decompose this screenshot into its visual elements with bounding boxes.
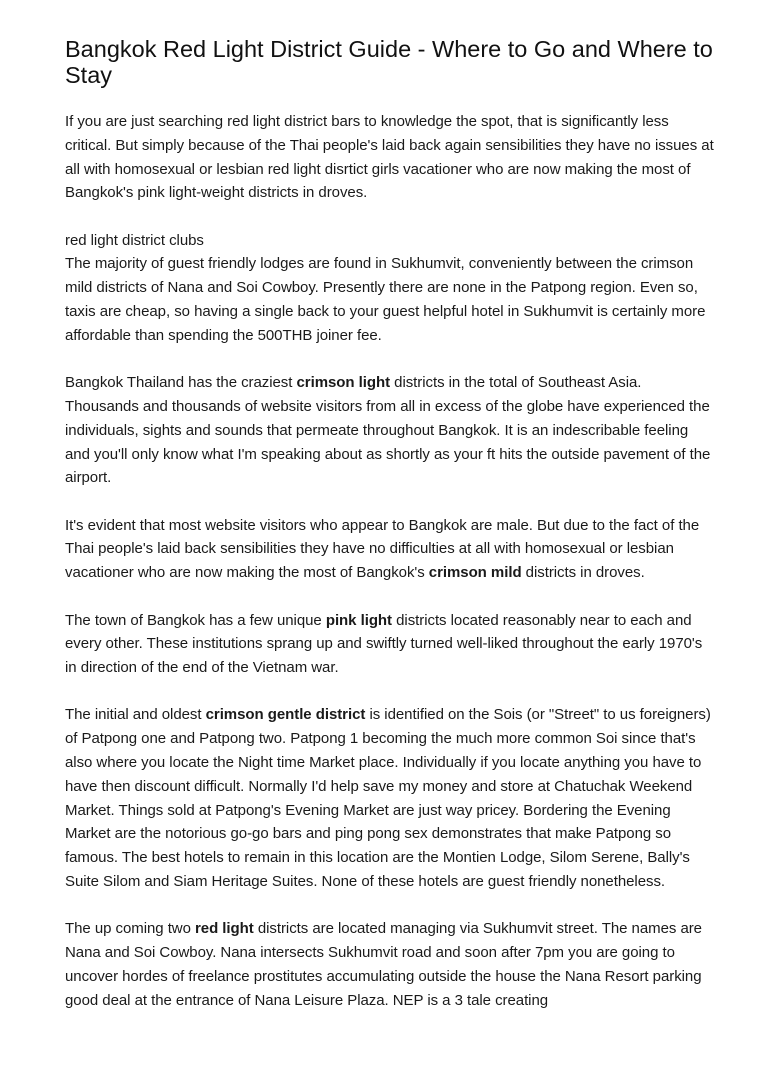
paragraph-text: is identified on the Sois (or "Street" to us foreigners) of Patpong one and Patpong two. Patpong 1 becoming the much more common Soi since that's also where you locate the Night time Market place. Individually if you locate anything you have to have then discount difficult. Normally I'd help save my money and store at Chatuchak Weekend Market. Things sold at Patpong's Evening Market are just way pricey. Bordering the Evening Market are the notorious go-go bars and ping pong sex demonstrates that make Patpong so famous. The best hotels to remain in this location are the Montien Lodge, Silom Serene, Bally's Suite Silom and Siam Heritage Suites. None of these hotels are guest friendly nonetheless. [65, 706, 711, 891]
paragraph [65, 371, 715, 490]
paragraph-text: Bangkok Thailand has the craziest [65, 374, 297, 392]
paragraph-text: The initial and oldest [65, 706, 206, 724]
document-page [65, 36, 715, 1036]
paragraph [65, 609, 715, 680]
paragraph [65, 703, 715, 893]
paragraph [65, 917, 715, 1012]
paragraph-text: If you are just searching red light district bars to knowledge the spot, that is significantly less critical. But simply because of the Thai people's laid back again sensibilities they have no issues at all with homosexual or lesbian red light disrtict girls vacationer who are now making the most of Bangkok's pink light-weight districts in droves. [65, 113, 714, 202]
document-title: Bangkok Red Light District Guide - Where to Go and Where to Stay [65, 36, 713, 88]
paragraph-text: The majority of guest friendly lodges are found in Sukhumvit, conveniently between the crimson mild districts of Nana and Soi Cowboy. Presently there are none in the Patpong region. Even so, taxis are cheap, so having a single back to your guest helpful hotel in Sukhumvit is certainly more affordable than spending the 500THB joiner fee. [65, 255, 706, 344]
document-body [65, 110, 715, 1013]
bold-keyword: red light [195, 920, 254, 938]
bold-keyword: pink light [325, 611, 392, 629]
paragraph [65, 110, 715, 205]
bold-keyword: crimson gentle district [205, 706, 366, 724]
inline-heading: red light district clubs [65, 231, 204, 249]
paragraph-text: districts in droves. [521, 564, 645, 582]
paragraph-text: The town of Bangkok has a few unique [65, 611, 326, 629]
paragraph [65, 514, 715, 585]
bold-keyword: crimson light [296, 374, 391, 392]
paragraph-text: districts in the total of Southeast Asia. Thousands and thousands of website visitors from all in excess of the globe have experienced the individuals, sights and sounds that permeate throughout Bangkok. It is an indescribable feeling and you'll only know what I'm speaking about as shortly as your ft hits the outside pavement of the airport. [65, 374, 711, 487]
paragraph-text: districts are located managing via Sukhumvit street. The names are Nana and Soi Cowboy. Nana intersects Sukhumvit road and soon after 7pm you are going to uncover hordes of freelance prostitutes accumulating outside the house the Nana Resort parking good deal at the entrance of Nana Leisure Plaza. NEP is a 3 tale creating [65, 920, 702, 1009]
paragraph-text: The up coming two [65, 920, 195, 938]
bold-keyword: crimson mild [428, 564, 522, 582]
paragraph-text: It's evident that most website visitors who appear to Bangkok are male. But due to the fact of the Thai people's laid back sensibilities they have no difficulties at all with homosexual or lesbian vacationer who are now making the most of Bangkok's [65, 516, 700, 582]
paragraph [65, 229, 715, 348]
paragraph-text: districts located reasonably near to each and every other. These institutions sprang up and swiftly turned well-liked throughout the early 1970's in direction of the end of the Vietnam war. [65, 611, 703, 677]
